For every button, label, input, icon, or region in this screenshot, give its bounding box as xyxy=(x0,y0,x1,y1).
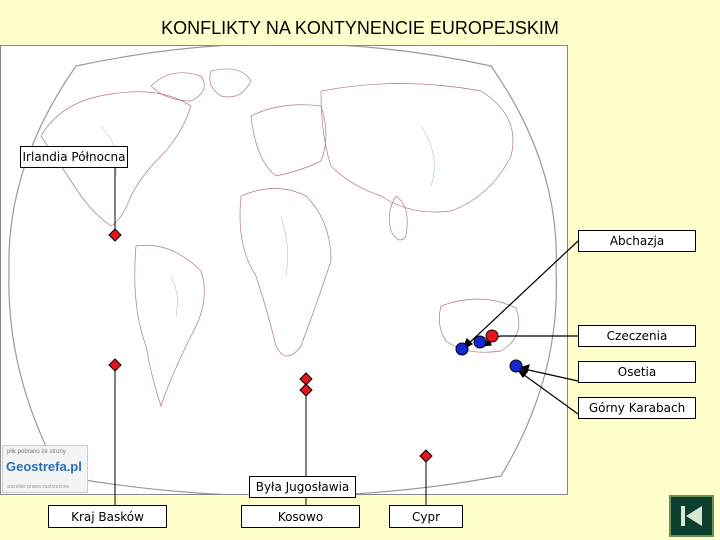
geostrefa-watermark xyxy=(2,445,88,493)
label-osetia[interactable]: Osetia xyxy=(578,361,696,383)
label-cypr[interactable]: Cypr xyxy=(389,505,463,528)
watermark-rights: wszelkie prawa zastrzeżone xyxy=(7,484,70,490)
marker-cypr[interactable] xyxy=(420,450,432,462)
marker-kraj-baskow[interactable] xyxy=(109,359,121,371)
label-irlandia-polnocna[interactable]: Irlandia Północna xyxy=(20,146,128,168)
label-abchazja[interactable]: Abchazja xyxy=(578,230,696,252)
arrow-osetia xyxy=(524,369,578,381)
label-czeczenia[interactable]: Czeczenia xyxy=(578,325,696,347)
skip-to-start-icon xyxy=(671,497,712,535)
arrow-gorny-karabach xyxy=(520,372,578,414)
marker-byla-jugoslawia[interactable] xyxy=(300,384,312,396)
label-gorny-karabach[interactable]: Górny Karabach xyxy=(578,397,696,419)
marker-osetia[interactable] xyxy=(474,336,486,348)
marker-gorny-karabach[interactable] xyxy=(510,360,522,372)
marker-czeczenia[interactable] xyxy=(486,330,498,342)
label-byla-jugoslawia[interactable]: Była Jugosławia xyxy=(249,476,356,498)
page-title: KONFLIKTY NA KONTYNENCIE EUROPEJSKIM xyxy=(161,18,559,38)
label-kosowo[interactable]: Kosowo xyxy=(241,505,360,528)
watermark-site: Geostrefa.pl xyxy=(6,459,82,474)
marker-abchazja[interactable] xyxy=(456,343,468,355)
arrow-abchazja xyxy=(466,241,578,346)
marker-kosowo[interactable] xyxy=(300,373,312,385)
label-kraj-baskow[interactable]: Kraj Basków xyxy=(48,505,167,528)
nav-first-slide-button[interactable] xyxy=(669,495,714,537)
watermark-caption: plik pobrano ze strony xyxy=(7,449,66,455)
marker-irlandia[interactable] xyxy=(109,229,121,241)
